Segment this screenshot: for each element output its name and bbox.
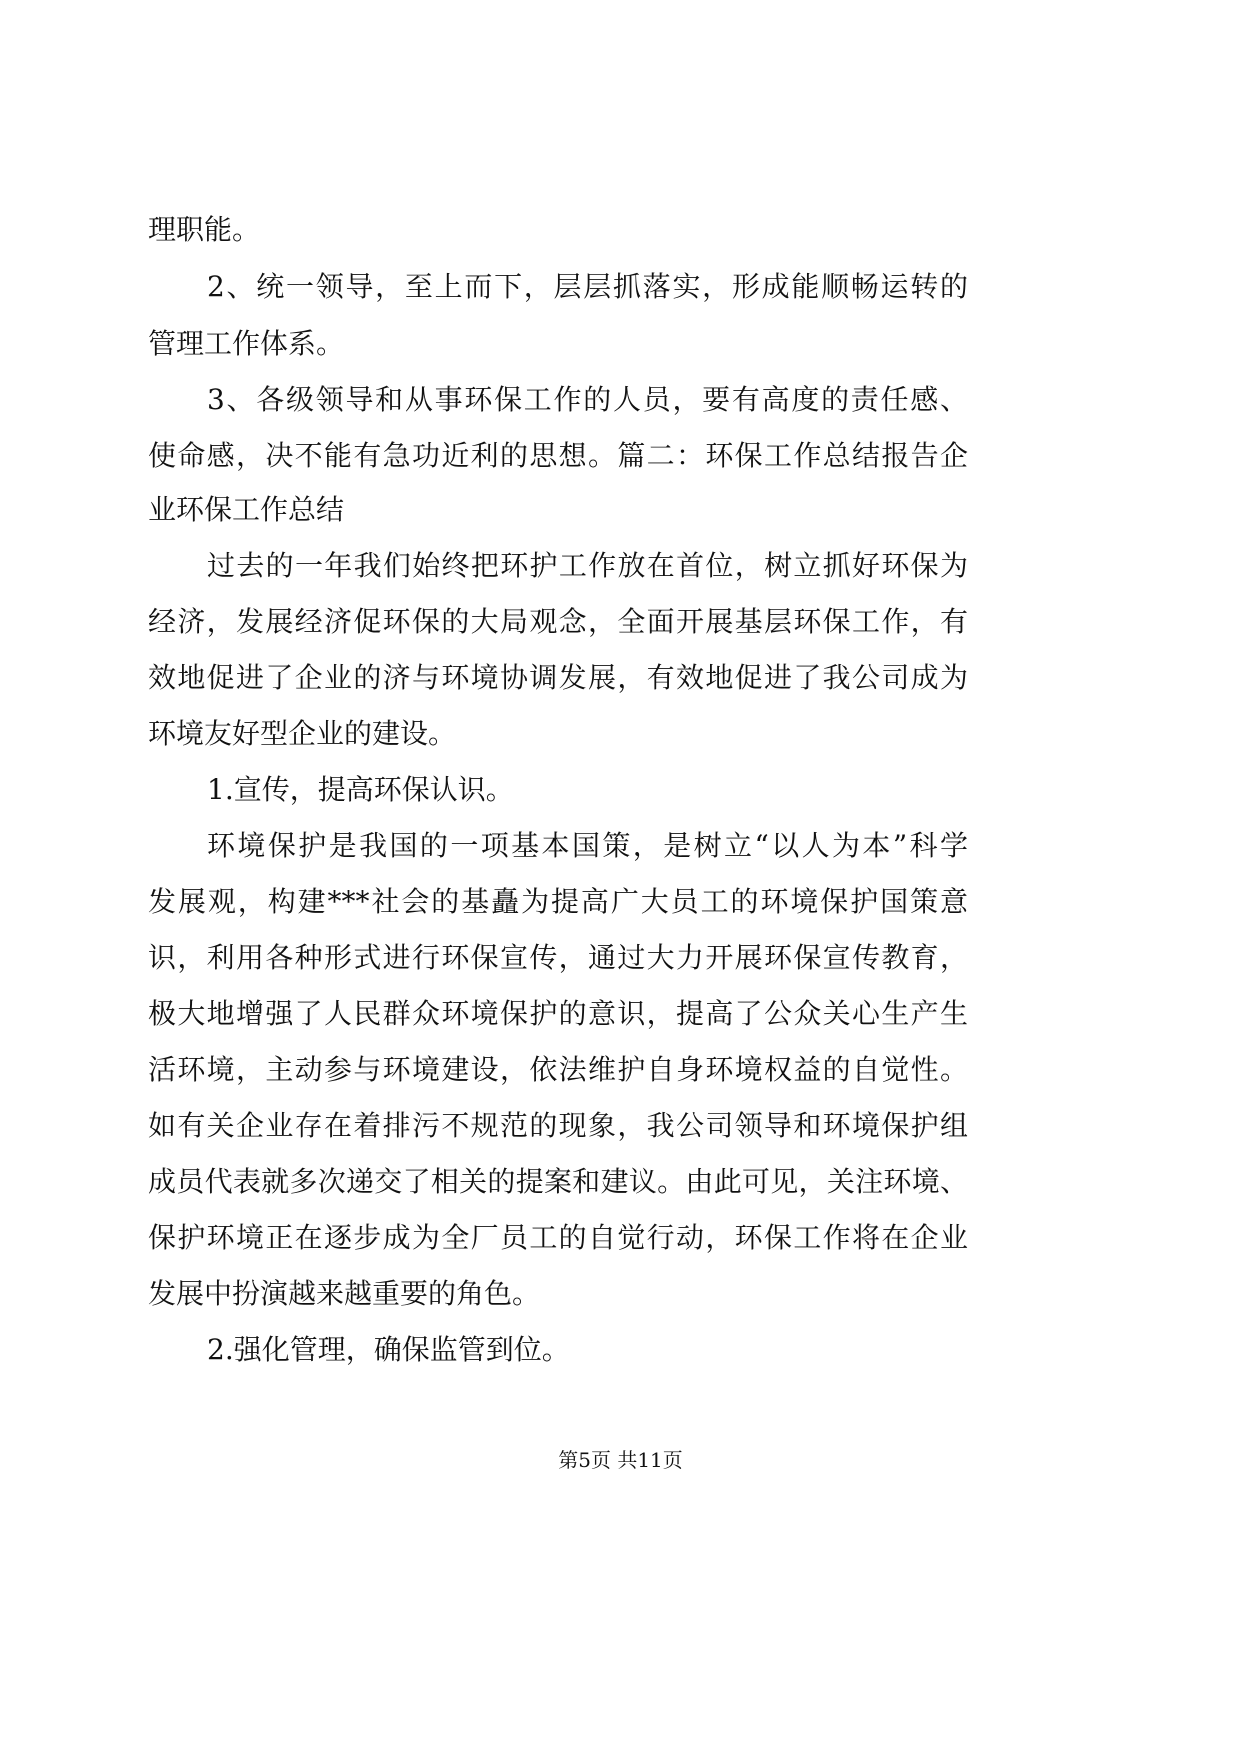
text-line: 过去的一年我们始终把环护工作放在首位，树立抓好环保为 [207, 549, 968, 582]
text-line: 发展观，构建***社会的基矗为提高广大员工的环境保护国策意 [148, 885, 968, 918]
text-line: 极大地增强了人民群众环境保护的意识，提高了公众关心生产生 [148, 997, 968, 1030]
text-line: 理职能。 [148, 213, 261, 246]
text-line: 经济，发展经济促环保的大局观念，全面开展基层环保工作，有 [148, 605, 968, 638]
text-line: 保护环境正在逐步成为全厂员工的自觉行动，环保工作将在企业 [148, 1221, 968, 1254]
text-line: 活环境，主动参与环境建设，依法维护自身环境权益的自觉性。 [148, 1053, 968, 1086]
text-line: 管理工作体系。 [148, 327, 345, 360]
text-line: 环境友好型企业的建设。 [148, 717, 457, 750]
text-line: 效地促进了企业的济与环境协调发展，有效地促进了我公司成为 [148, 661, 968, 694]
text-line: 业环保工作总结 [148, 493, 345, 526]
text-line: 2、统一领导，至上而下，层层抓落实，形成能顺畅运转的 [207, 270, 968, 303]
text-line: 3、各级领导和从事环保工作的人员，要有高度的责任感、 [207, 383, 968, 416]
text-line: 使命感，决不能有急功近利的思想。篇二：环保工作总结报告企 [148, 439, 968, 472]
text-line: 成员代表就多次递交了相关的提案和建议。由此可见，关注环境、 [148, 1165, 968, 1198]
page-number-footer: 第5页 共11页 [558, 1448, 683, 1472]
text-line: 识，利用各种形式进行环保宣传，通过大力开展环保宣传教育， [148, 941, 968, 974]
text-line: 如有关企业存在着排污不规范的现象，我公司领导和环境保护组 [148, 1109, 968, 1142]
text-line: 发展中扮演越来越重要的角色。 [148, 1277, 541, 1310]
section-heading: 1.宣传，提高环保认识。 [207, 773, 514, 806]
section-heading: 2.强化管理，确保监管到位。 [207, 1333, 570, 1366]
text-line: 环境保护是我国的一项基本国策，是树立“以人为本”科学 [207, 829, 968, 862]
